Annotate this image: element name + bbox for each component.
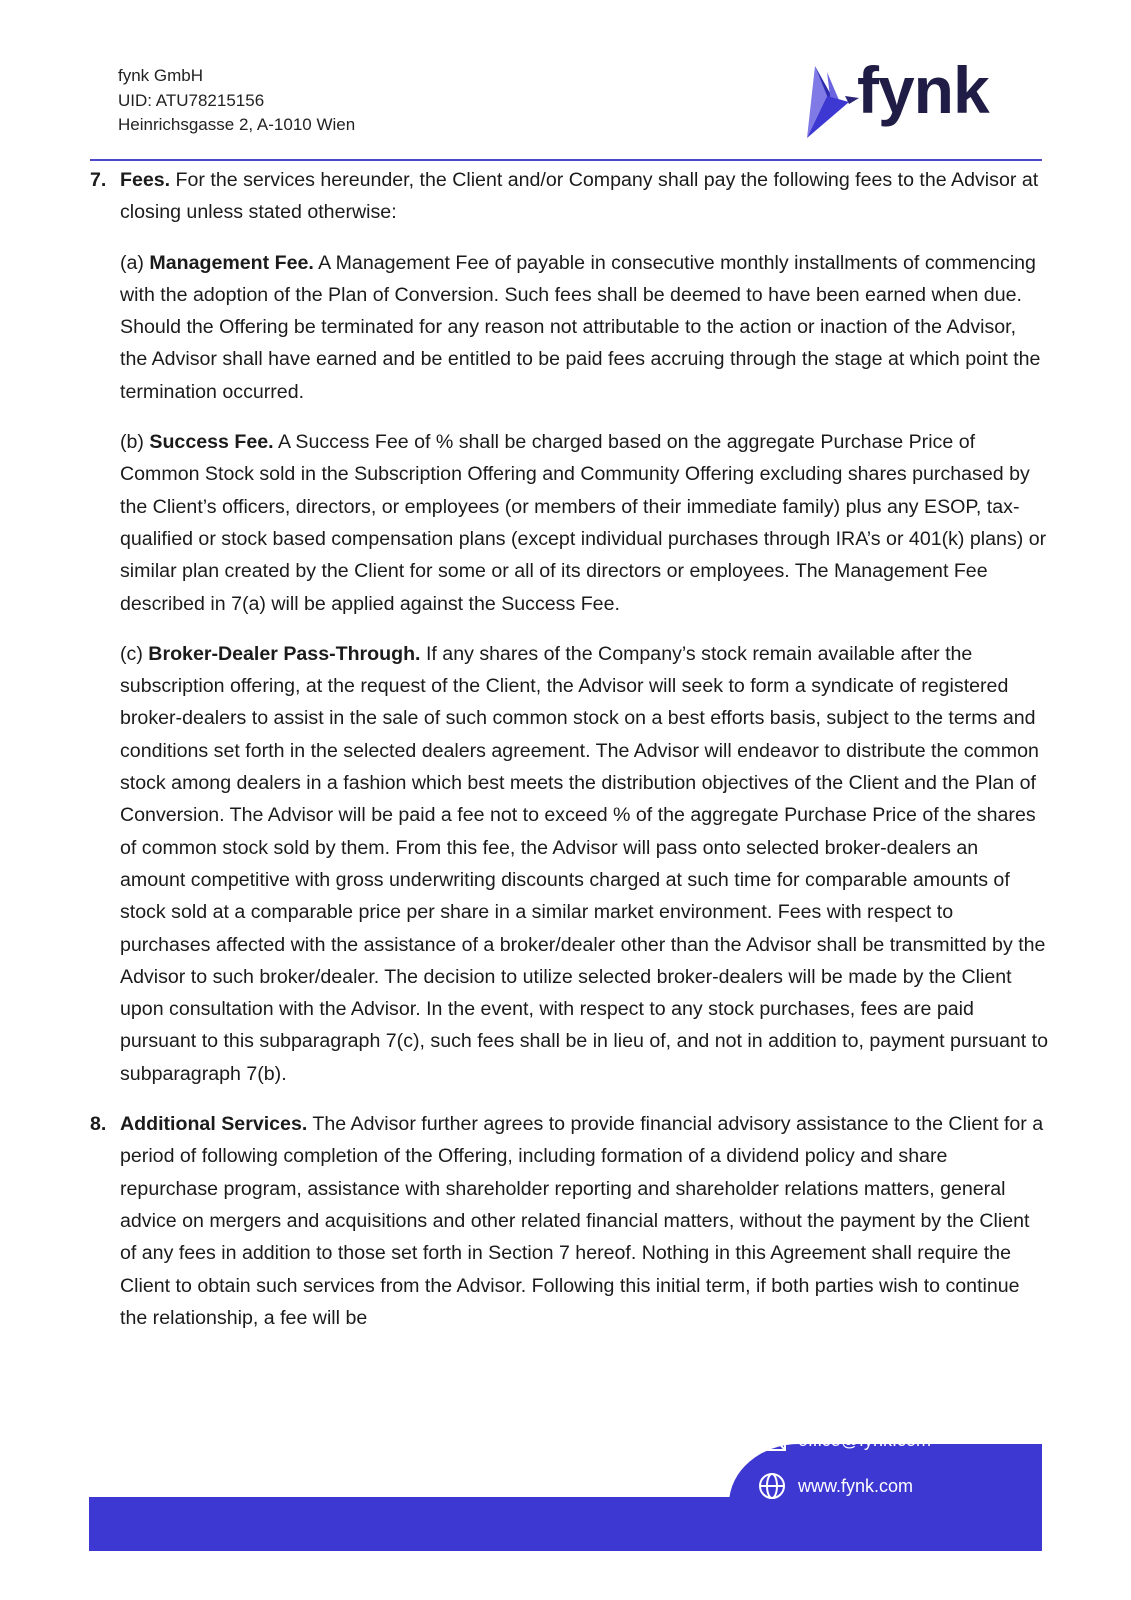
mail-icon [758, 1431, 786, 1451]
section-7 [90, 164, 1048, 1090]
globe-icon [758, 1472, 786, 1500]
document-body [90, 164, 1048, 1334]
section-7a: (a) Management Fee. A Management Fee of payable in consecutive monthly installments of commencing with the adoption of the Plan of Conversion. Such fees shall be deemed to have been earned when due. Should the Offering be terminated for any reason not attributable to the action or inaction of the Advisor, the Advisor shall have earned and be entitled to be paid fees accruing through the stage at which point the termination occurred. [120, 251, 1041, 403]
section-8-text: Additional Services. The Advisor further agrees to provide financial advisory assistance to the Client for a period of following completion of the Offering, including formation of a dividend policy and share repurchase program, assistance with shareholder reporting and shareholder relations matters, general advice on mergers and acquisitions and other related financial matters, without the payment by the Client of any fees in addition to those set forth in Section 7 hereof. Nothing in this Agreement shall require the Client to obtain such services from the Advisor. Following this initial term, if both parties wish to continue the relationship, a fee will be [120, 1113, 1044, 1329]
footer-bar [89, 1497, 1042, 1551]
company-address: Heinrichsgasse 2, A-1010 Wien [118, 115, 356, 134]
footer-website[interactable] [758, 1472, 913, 1500]
fynk-logo [805, 53, 1005, 144]
section-7-intro: Fees. For the services hereunder, the Client and/or Company shall pay the following fees to the Advisor at closing unless stated otherwise: [120, 169, 1039, 224]
email-text: office@fynk.com [798, 1430, 931, 1450]
website-text: www.fynk.com [798, 1475, 914, 1496]
section-title: Additional Services. [120, 1113, 308, 1136]
section-number: 8. [90, 1113, 107, 1136]
section-number: 7. [90, 169, 107, 191]
company-info [118, 64, 355, 138]
section-title: Fees. [120, 169, 171, 191]
header-divider [90, 159, 1042, 161]
section-8 [90, 1108, 1048, 1334]
section-7c: (c) Broker-Dealer Pass-Through. If any shares of the Company’s stock remain available after the subscription offering, at the request of the Client, the Advisor will seek to form a syndicate of registered broker-dealers to assist in the sale of such common stock on a best efforts basis, subject to the terms and conditions set forth in the selected dealers agreement. The Advisor will endeavor to distribute the common stock among dealers in a fashion which best meets the distribution objectives of the Client and the Plan of Conversion. The Advisor will be paid a fee not to exceed % of the aggregate Purchase Price of the shares of common stock sold by them. From this fee, the Advisor will pass onto selected broker-dealers an amount competitive with gross underwriting discounts charged at such time for comparable amounts of stock sold at a comparable price per share in a similar market environment. Fees with respect to purchases affected with the assistance of a broker/dealer other than the Advisor shall be transmitted by the Advisor to such broker/dealer. The decision to utilize selected broker-dealers will be made by the Client upon consultation with the Advisor. In the event, with respect to any stock purchases, fees are paid pursuant to this subparagraph 7(c), such fees shall be in lieu of, and not in addition to, payment pursuant to subparagraph 7(b). [120, 642, 1049, 1085]
company-name: fynk GmbH [118, 66, 204, 85]
footer-email[interactable] [758, 1430, 931, 1451]
logo-text: fynk [857, 53, 989, 127]
bird-logo-icon [805, 62, 861, 140]
company-uid: UID: ATU78215156 [118, 90, 265, 110]
section-7b: (b) Success Fee. A Success Fee of % shall be charged based on the aggregate Purchase Price of Common Stock sold in the Subscription Offering and Community Offering excluding shares purchased by the Client’s officers, directors, or employees (or members of their immediate family) plus any ESOP, tax-qualified or stock based compensation plans (except individual purchases through IRA’s or 401(k) plans) or similar plan created by the Client for some or all of its directors or employees. The Management Fee described in 7(a) will be applied against the Success Fee. [120, 431, 1047, 615]
